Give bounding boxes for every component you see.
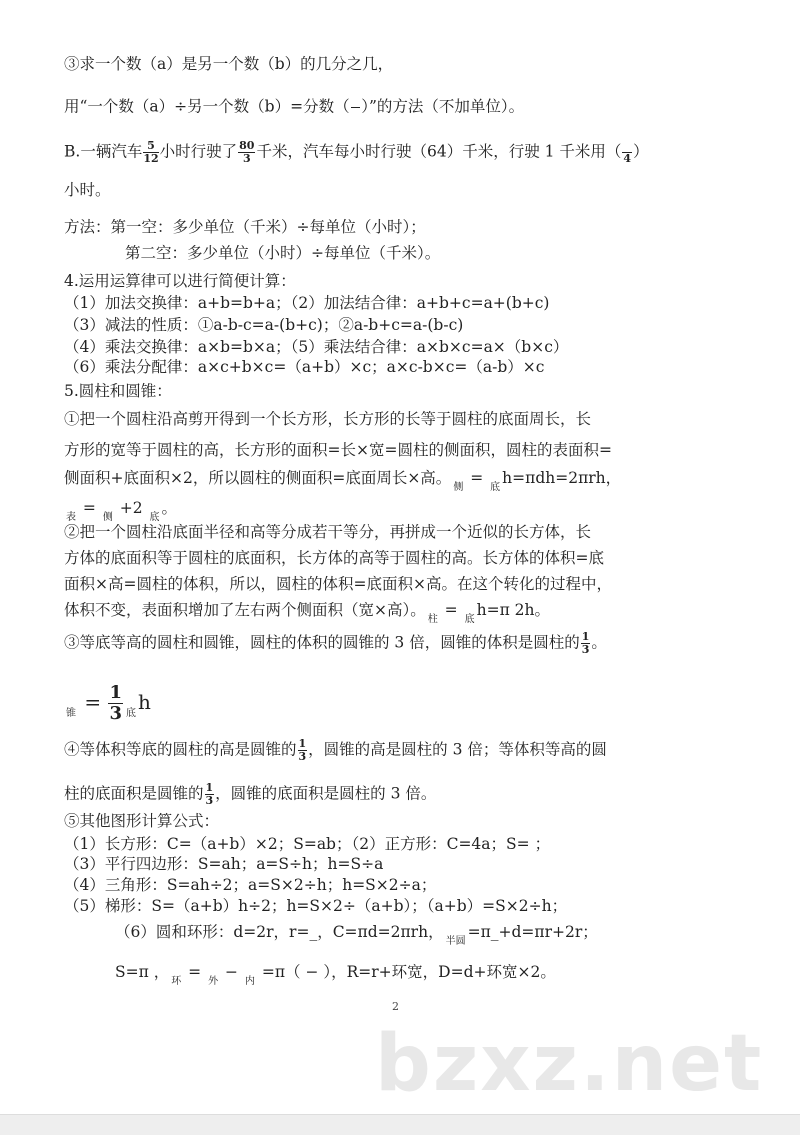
text-run: ③求一个数（a）是另一个数（b）的几分之几， — [64, 55, 394, 73]
text-line — [64, 896, 567, 916]
fraction — [238, 140, 255, 165]
text-line — [64, 180, 111, 200]
fraction — [108, 683, 123, 724]
subscript: 底 — [464, 614, 475, 625]
denominator — [351, 108, 361, 120]
text-run: ②把一个圆柱沿底面半径和高等分成若干等分，再拼成一个近似的长方体，长 — [64, 523, 592, 541]
denominator: 4 — [623, 152, 632, 165]
text-run: S=π ， — [115, 963, 170, 981]
text-run: +2 — [114, 499, 148, 517]
subscript: 底 — [126, 708, 137, 719]
text-line — [125, 243, 440, 263]
subscript: 底 — [490, 482, 501, 493]
text-line — [64, 854, 383, 874]
text-line — [64, 315, 463, 335]
page-bottom-edge — [0, 1114, 800, 1135]
text-run: 千米，汽车每小时行驶（64）千米，行驶 1 千米用（ — [256, 142, 622, 161]
text-line — [64, 337, 568, 357]
text-run: ⑤其他图形计算公式： — [64, 812, 220, 830]
text-run: = — [78, 690, 108, 714]
subscript: 外 — [208, 976, 219, 987]
text-run: 方体的底面积等于圆柱的底面积，长方体的高等于圆柱的高。长方体的体积=底 — [64, 549, 604, 567]
text-run: = — [439, 601, 463, 619]
text-run: 面积×高=圆柱的体积，所以，圆柱的体积=底面积×高。在这个转化的过程中， — [64, 575, 612, 593]
text-line — [64, 782, 436, 807]
text-run: − — [220, 963, 243, 981]
text-run: = — [183, 963, 207, 981]
text-line — [115, 922, 598, 947]
text-run: 。 — [161, 499, 178, 517]
text-run: ，圆锥的底面积是圆柱的 3 倍。 — [215, 784, 437, 803]
fraction — [351, 95, 361, 120]
text-line — [64, 409, 591, 429]
text-run: ） — [633, 142, 649, 161]
text-run: 第二空：多少单位（小时）÷每单位（千米）。 — [125, 244, 441, 262]
text-run: = — [78, 499, 101, 517]
fraction — [622, 140, 632, 165]
text-run: （1）长方形：C=（a+b）×2；S=ab；（2）正方形：C=4a；S= ； — [64, 835, 551, 853]
text-line — [64, 440, 612, 460]
numerator: 1 — [205, 781, 214, 794]
text-run: （3）平行四边形：S=ah；a=S÷h；h=S÷a — [64, 855, 384, 873]
text-run: ③等底等高的圆柱和圆锥，圆柱的体积的圆锥的 3 倍，圆锥的体积是圆柱的 — [64, 633, 580, 652]
text-line — [64, 875, 436, 895]
text-line — [115, 962, 556, 987]
text-line — [64, 834, 550, 854]
denominator: 3 — [205, 794, 214, 807]
denominator: 3 — [109, 703, 123, 724]
text-line — [64, 600, 551, 625]
text-run: h=πdh=2πrh， — [502, 469, 622, 487]
numerator: 1 — [109, 682, 123, 703]
text-run: 柱的底面积是圆锥的 — [64, 784, 204, 803]
text-run: 5.圆柱和圆锥： — [64, 382, 172, 400]
text-line — [64, 217, 426, 237]
numerator: 80 — [239, 139, 255, 152]
text-line — [64, 271, 296, 291]
text-run: （4）乘法交换律：a×b=b×a；（5）乘法结合律：a×b×c=a×（b×c） — [64, 338, 569, 356]
text-line — [64, 357, 544, 377]
text-run: 用“一个数（a）÷另一个数（b）=分数（ — [64, 97, 350, 116]
subscript: 半圆 — [445, 936, 466, 947]
text-run: 体积不变，表面积增加了左右两个侧面积（宽×高）。 — [64, 601, 426, 619]
fraction — [298, 738, 308, 763]
text-line — [64, 548, 604, 568]
text-run: 方法：第一空：多少单位（千米）÷每单位（小时）； — [64, 218, 426, 236]
fraction — [205, 782, 215, 807]
text-line — [64, 95, 524, 120]
numerator: 5 — [143, 140, 158, 153]
text-run: （4）三角形：S=ah÷2；a=S×2÷h；h=S×2÷a； — [64, 876, 437, 894]
text-run: （6）乘法分配律：a×c+b×c=（a+b）×c；a×c-b×c=（a-b）×c — [64, 358, 545, 376]
text-run: ）”的方法（不加单位）。 — [361, 97, 525, 116]
text-run: 小时行驶了 — [159, 142, 238, 161]
denominator: 3 — [242, 152, 251, 165]
denominator: 3 — [581, 643, 590, 656]
text-run: 小时。 — [64, 181, 111, 199]
text-run: （1）加法交换律：a+b=b+a；（2）加法结合律：a+b+c=a+(b+c) — [64, 294, 550, 312]
text-line — [64, 683, 151, 724]
text-run: 侧面积+底面积×2，所以圆柱的侧面积=底面周长×高。 — [64, 469, 452, 487]
text-line — [64, 381, 172, 401]
fraction — [581, 631, 591, 656]
subscript: 环 — [171, 976, 182, 987]
text-run: h — [138, 690, 151, 714]
text-run: =π（ − ），R=r+环宽，D=d+环宽×2。 — [256, 963, 556, 981]
text-line — [64, 468, 622, 493]
text-run: h=π 2h。 — [476, 601, 551, 619]
subscript: 锥 — [66, 708, 76, 719]
text-run: ①把一个圆柱沿高剪开得到一个长方形，长方形的长等于圆柱的底面周长，长 — [64, 410, 592, 428]
text-line — [64, 293, 549, 313]
subscript: 底 — [149, 512, 160, 523]
subscript: 内 — [244, 976, 255, 987]
text-line — [64, 574, 612, 594]
text-line — [64, 738, 607, 763]
fraction — [143, 140, 158, 165]
denominator: 3 — [298, 750, 307, 763]
watermark: bzxz.net — [375, 1019, 764, 1109]
text-line — [64, 140, 649, 165]
text-run: = — [465, 469, 489, 487]
text-run: ④等体积等底的圆柱的高是圆锥的 — [64, 740, 297, 759]
text-line — [64, 811, 219, 831]
text-line — [64, 498, 178, 523]
text-line — [64, 631, 607, 656]
text-run: ，圆锥的高是圆柱的 3 倍；等体积等高的圆 — [308, 740, 607, 759]
subscript: 侧 — [453, 482, 464, 493]
numerator: 1 — [581, 630, 590, 643]
page-number: 2 — [392, 1000, 399, 1013]
text-run: B.一辆汽车 — [64, 142, 143, 161]
subscript: 柱 — [427, 614, 438, 625]
subscript: 侧 — [102, 512, 113, 523]
numerator: 1 — [298, 737, 307, 750]
denominator: 12 — [143, 152, 159, 165]
text-run: 方形的宽等于圆柱的高，长方形的面积=长×宽=圆柱的侧面积，圆柱的表面积= — [64, 441, 612, 459]
text-run: 。 — [591, 633, 607, 652]
text-run: （3）减法的性质：①a-b-c=a-(b+c)；②a-b+c=a-(b-c) — [64, 316, 464, 334]
subscript: 表 — [66, 512, 76, 523]
text-run: 4.运用运算律可以进行简便计算： — [64, 272, 296, 290]
text-run: =π_+d=πr+2r； — [467, 923, 598, 941]
text-line — [64, 54, 393, 74]
text-run: （6）圆和环形：d=2r，r=_，C=πd=2πrh， — [115, 923, 444, 941]
text-run: （5）梯形：S=（a+b）h÷2；h=S×2÷（a+b）；（a+b）=S×2÷h； — [64, 897, 568, 915]
text-line — [64, 522, 591, 542]
